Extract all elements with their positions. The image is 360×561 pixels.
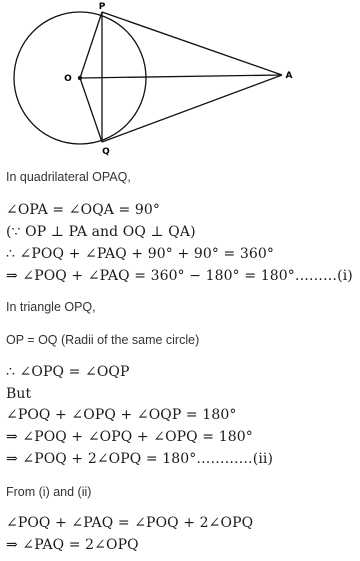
radii-statement: OP = OQ (Radii of the same circle) [6, 333, 200, 347]
heading-from: From (i) and (ii) [6, 485, 92, 499]
but-text: But [6, 386, 32, 402]
tangent-qa [102, 75, 282, 142]
heading-triangle: In triangle OPQ, [6, 300, 96, 314]
tangent-figure [0, 0, 300, 160]
eq-line-1: ∠OPA = ∠OQA = 90° [6, 202, 161, 218]
eq-line-4: ⇒ ∠POQ + ∠PAQ = 360° − 180° = 180°………(i) [6, 268, 353, 284]
heading-quadrilateral: In quadrilateral OPAQ, [6, 170, 131, 184]
label-a: A [285, 71, 293, 81]
eq-line-12: ⇒ ∠PAQ = 2∠OPQ [6, 537, 139, 553]
eq-line-2: (∵ OP ⊥ PA and OQ ⊥ QA) [6, 224, 196, 240]
label-q: Q [102, 147, 110, 157]
tangent-pa [102, 12, 282, 75]
eq-line-9: ⇒ ∠POQ + ∠OPQ + ∠OPQ = 180° [6, 429, 253, 445]
eq-line-11: ∠POQ + ∠PAQ = ∠POQ + 2∠OPQ [6, 515, 254, 531]
eq-line-10: ⇒ ∠POQ + 2∠OPQ = 180°…………(ii) [6, 451, 274, 467]
eq-line-3: ∴ ∠POQ + ∠PAQ + 90° + 90° = 360° [6, 246, 274, 262]
center-dot [78, 76, 82, 80]
eq-line-6: ∴ ∠OPQ = ∠OQP [6, 364, 130, 380]
radius-op [80, 12, 102, 78]
label-o: O [64, 74, 72, 84]
eq-line-8: ∠POQ + ∠OPQ + ∠OQP = 180° [6, 407, 237, 423]
line-oa [80, 75, 282, 78]
radius-oq [80, 78, 102, 142]
label-p: P [98, 2, 106, 12]
